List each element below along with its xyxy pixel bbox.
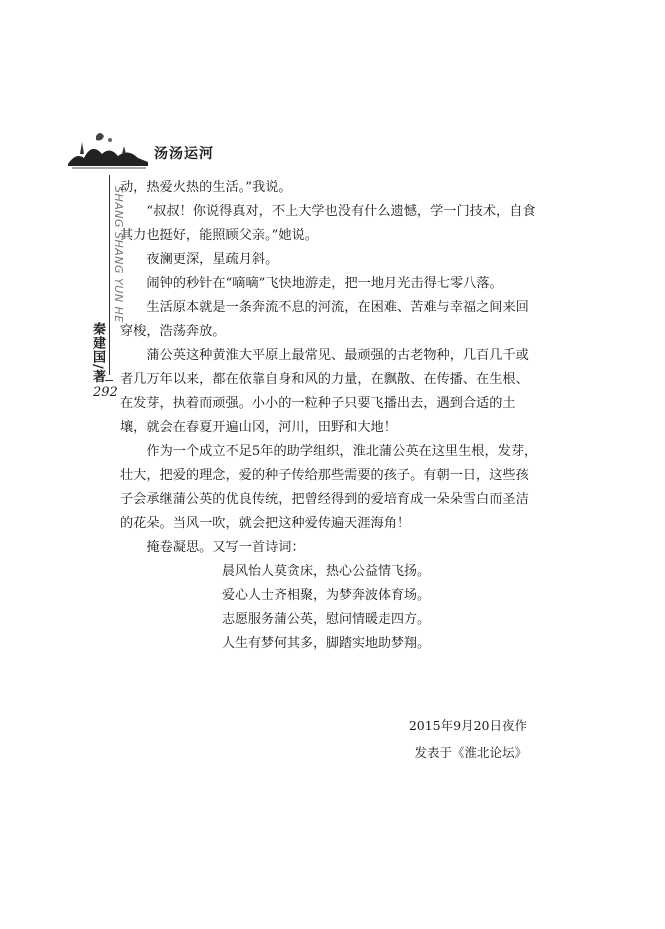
paragraph: 闹钟的秒针在“嘀嘀”飞快地游走，把一地月光击得七零八落。: [146, 276, 503, 291]
poem-line: 人生有梦何其多，脚踏实地助梦翔。: [222, 636, 431, 651]
author-credit: 秦建国/著: [90, 322, 105, 384]
body-text: [120, 176, 538, 656]
signature-block: [409, 712, 527, 766]
poem-line: 晨风怡人莫贪床，热心公益情飞扬。: [222, 564, 431, 579]
book-title: 汤汤运河: [154, 146, 214, 162]
signature-date: 2015年9月20日夜作: [408, 718, 527, 733]
publication-note: 发表于《淮北论坛》: [414, 745, 527, 760]
book-title-pinyin: SHANG SHANG YUN HE: [112, 186, 125, 323]
paragraph: 生活原本就是一条奔流不息的河流，在困难、苦难与幸福之间来回穿梭，浩荡奔放。: [120, 300, 529, 339]
paragraph: “叔叔！你说得真对，不上大学也没有什么遗憾，学一门技术，自食其力也挺好，能照顾父亲。”她说。: [120, 204, 536, 243]
poem: [120, 560, 538, 656]
landscape-ink-icon: [66, 128, 150, 170]
paragraph: 动，热爱火热的生活。”我说。: [120, 180, 292, 195]
poem-line: 志愿服务蒲公英，慰问情暖走四方。: [222, 612, 431, 627]
side-rule: [109, 175, 110, 375]
poem-line: 爱心人士齐相聚，为梦奔波体育场。: [222, 588, 431, 603]
paragraph: 蒲公英这种黄淮大平原上最常见、最顽强的古老物种，几百几千或者几万年以来，都在依靠自身和风的力量，在飘散、在传播、在生根、在发芽，执着而顽强。小小的一粒种子只要飞播出去，遇到合适的土壤，就会在春夏开遍山冈，河川，田野和大地！: [120, 348, 529, 435]
page-header: [66, 128, 266, 172]
paragraph: 作为一个成立不足5年的助学组织，淮北蒲公英在这里生根，发芽，壮大，把爱的理念，爱的种子传给那些需要的孩子。有朝一日，这些孩子会承继蒲公英的优良传统，把曾经得到的爱培育成一朵朵雪白而圣洁的花朵。当风一吹，就会把这种爱传遍天涯海角！: [120, 444, 538, 531]
paragraph: 掩卷凝思。又写一首诗词：: [146, 540, 305, 555]
paragraph: 夜澜更深，星疏月斜。: [146, 252, 279, 267]
page-number: 292: [93, 385, 118, 400]
